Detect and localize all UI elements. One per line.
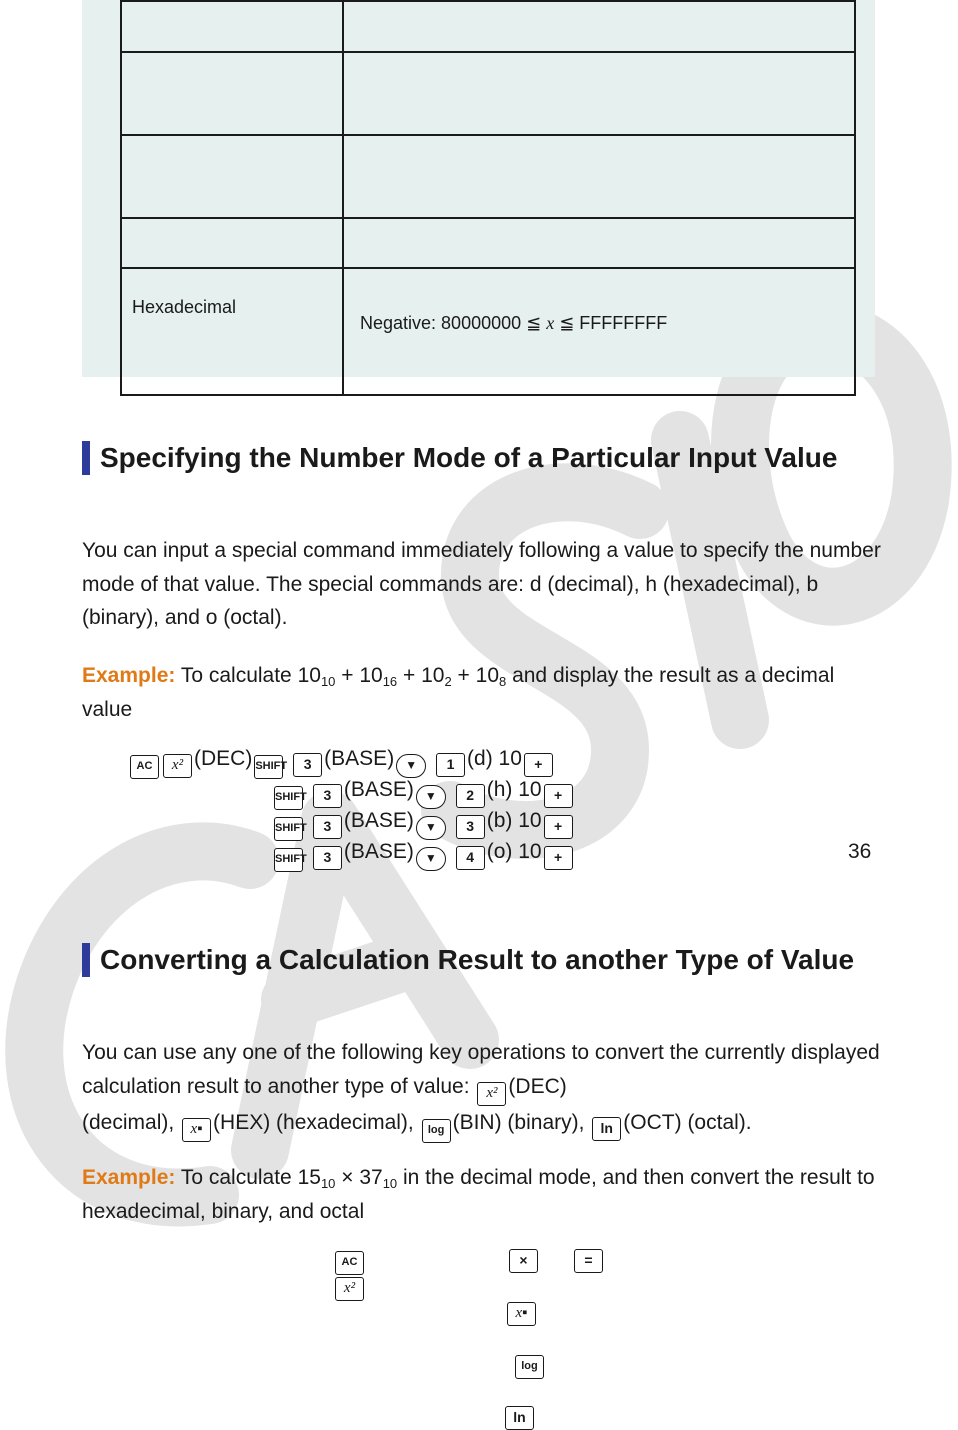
- range-table: [120, 0, 856, 396]
- key-sequence-line: AC x² (DEC) SHIFT 3 (BASE) ▼ 1 (d) 10 +: [128, 743, 555, 779]
- ac-key: AC: [335, 1251, 364, 1275]
- cursor-down-icon: ▼: [416, 847, 446, 871]
- x-hex-key: x▪: [182, 1118, 211, 1142]
- x-squared-key: x²: [477, 1082, 506, 1106]
- three-key: 3: [456, 815, 485, 839]
- table-cell-range: [343, 135, 855, 218]
- example-convert-result: Example: To calculate $15_{10} \times 37_{10}$ in the decimal mode, and then convert the result to hexadecimal, binary, and octal: [82, 1166, 875, 1223]
- log-key: log: [515, 1355, 544, 1379]
- table-cell-range: [343, 52, 855, 135]
- table-cell-mode: [121, 52, 343, 135]
- section-heading-convert-result: Converting a Calculation Result to another Type of Value: [82, 941, 862, 978]
- key-sequence-line: SHIFT 3 (BASE) ▼ 2 (h) 10 +: [272, 774, 575, 810]
- cursor-down-icon: ▼: [416, 785, 446, 809]
- log-key: log: [422, 1119, 451, 1143]
- plus-key: +: [544, 784, 573, 808]
- cursor-down-icon: ▼: [416, 816, 446, 840]
- cursor-down-icon: ▼: [396, 754, 426, 778]
- equals-key: =: [574, 1249, 603, 1273]
- example-number-mode: Example: To calculate $10_{10} + 10_{16} + 10_2 + 10_8$ and display the result as a decimal value: [82, 664, 835, 721]
- plus-key: +: [544, 846, 573, 870]
- table-cell-mode: Hexadecimal: [121, 268, 343, 395]
- key-sequence-line: [333, 1248, 366, 1301]
- ln-key: ln: [505, 1406, 534, 1430]
- x-hex-key: x▪: [507, 1302, 536, 1326]
- table-row: [121, 268, 855, 395]
- section-heading-number-mode: Specifying the Number Mode of a Particular Input Value: [82, 439, 862, 476]
- three-key: 3: [293, 753, 322, 777]
- one-key: 1: [436, 753, 465, 777]
- table-row: [121, 52, 855, 135]
- key-sequence-line: [513, 1352, 546, 1379]
- table-cell-mode: [121, 1, 343, 52]
- table-cell-range: Negative: 80000000 ≦ x ≦ FFFFFFFF: [343, 268, 855, 395]
- heading-bar: [82, 441, 90, 475]
- times-key: ×: [509, 1249, 538, 1273]
- key-sequence-line: SHIFT 3 (BASE) ▼ 3 (b) 10 +: [272, 805, 575, 841]
- key-sequence-line: [503, 1405, 536, 1430]
- table-cell-range: [343, 1, 855, 52]
- ln-key: ln: [592, 1117, 621, 1141]
- table-row: [121, 1, 855, 52]
- table-cell-mode: [121, 135, 343, 218]
- key-sequence-line: [572, 1248, 605, 1273]
- page-number: 36: [848, 840, 872, 863]
- table-row: [121, 135, 855, 218]
- table-cell-mode: [121, 218, 343, 268]
- section-body-number-mode: You can input a special command immediately following a value to specify the number mode of that value. The special commands are: d (decimal), h (hexadecimal), b (binary), and o (octal).: [82, 539, 881, 629]
- shift-key: SHIFT: [274, 817, 303, 841]
- x-squared-key: x²: [335, 1277, 364, 1301]
- plus-key: +: [544, 815, 573, 839]
- three-key: 3: [313, 815, 342, 839]
- three-key: 3: [313, 784, 342, 808]
- x-squared-key: x²: [163, 754, 192, 778]
- shift-key: SHIFT: [274, 848, 303, 872]
- table-row: [121, 218, 855, 268]
- section-body-convert-result: You can use any one of the following key operations to convert the currently displayed calculation result to another type of value: x² (DEC) (decimal), x▪ (HEX) (hexadecimal), log (BIN) (binary), ln (OCT) (octal).: [82, 1036, 882, 1143]
- four-key: 4: [456, 846, 485, 870]
- key-sequence-line: [507, 1248, 540, 1273]
- three-key: 3: [313, 846, 342, 870]
- shift-key: SHIFT: [254, 755, 283, 779]
- heading-bar: [82, 943, 90, 977]
- shift-key: SHIFT: [274, 786, 303, 810]
- key-sequence-line: SHIFT 3 (BASE) ▼ 4 (o) 10 +: [272, 836, 575, 872]
- table-cell-range: [343, 218, 855, 268]
- plus-key: +: [524, 753, 553, 777]
- ac-key: AC: [130, 755, 159, 779]
- two-key: 2: [456, 784, 485, 808]
- key-sequence-line: [505, 1300, 538, 1326]
